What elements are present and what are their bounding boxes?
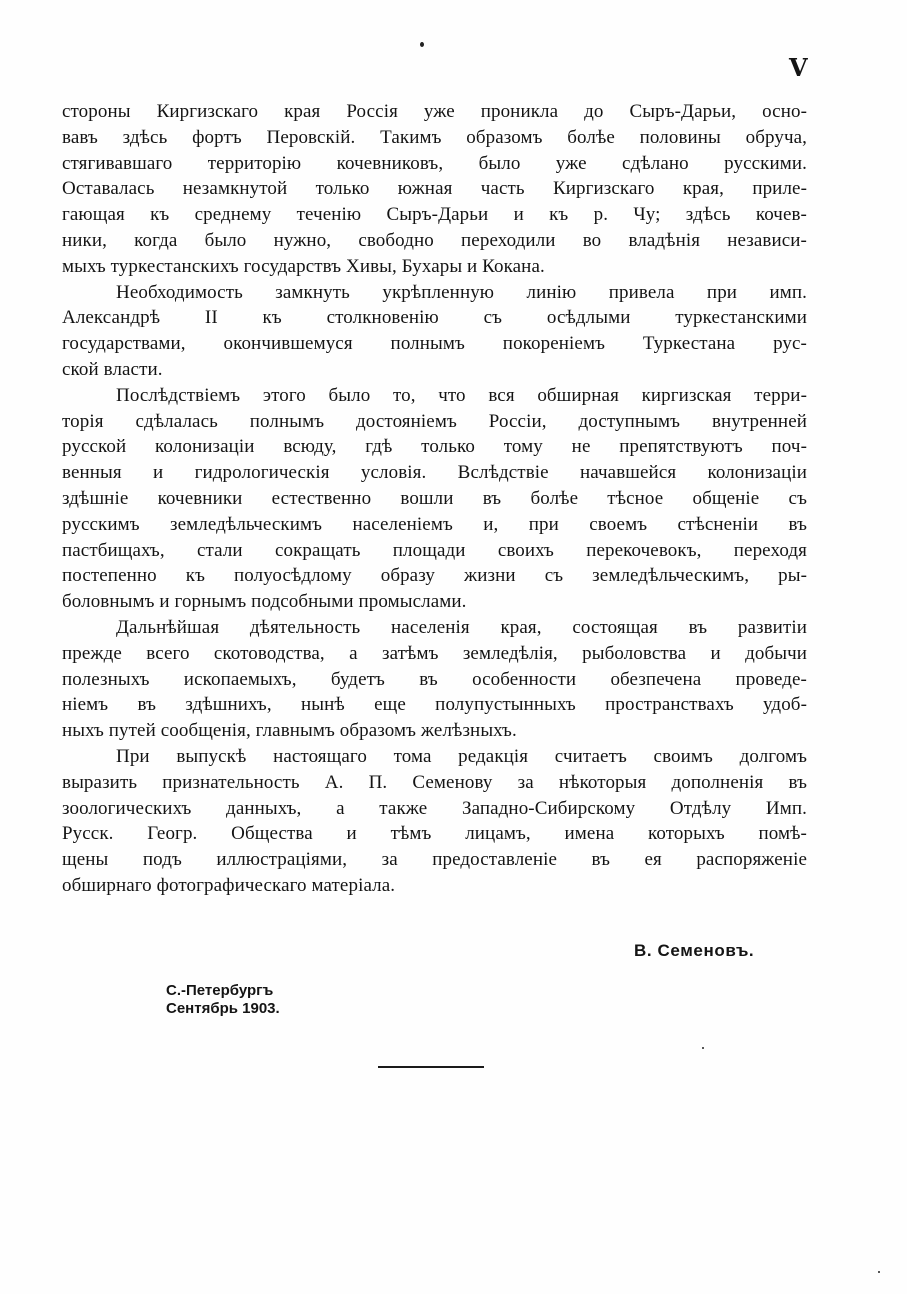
text-line: щены подъ иллюстраціями, за предоставленіе въ ея распоряженіе (62, 849, 807, 871)
text-line: ныхъ путей сообщенія, главнымъ образомъ желѣзныхъ. (62, 720, 517, 742)
body-text (62, 99, 807, 899)
text-line: полезныхъ ископаемыхъ, будетъ въ особенности обезпечена проведе- (62, 668, 807, 690)
ink-speck-bottom-right (878, 1271, 880, 1273)
text-line: пастбищахъ, стали сокращать площади своихъ перекочевокъ, переходя (62, 539, 807, 561)
ink-speck-top (420, 42, 424, 47)
text-line: Русск. Геогр. Общества и тѣмъ лицамъ, имена которыхъ помѣ- (62, 823, 807, 845)
text-line: ники, когда было нужно, свободно переходили во владѣнія независи- (62, 229, 807, 251)
text-line: стягивавшаго территорію кочевниковъ, было уже сдѣлано русскими. (62, 152, 807, 174)
paragraph-4 (62, 615, 807, 744)
text-line: русскимъ земледѣльческимъ населеніемъ и, при своемъ стѣсненіи въ (62, 513, 807, 535)
text-line: вавъ здѣсь фортъ Перовскій. Такимъ образомъ болѣе половины обруча, (62, 126, 807, 148)
place-and-date (166, 982, 280, 1018)
text-line: постепенно къ полуосѣдлому образу жизни съ земледѣльческимъ, ры- (62, 565, 807, 587)
text-line: ской власти. (62, 358, 163, 380)
text-line: выразить признательность А. П. Семенову за нѣкоторыя дополненія въ (62, 771, 807, 793)
text-line: мыхъ туркестанскихъ государствъ Хивы, Бухары и Кокана. (62, 255, 545, 277)
closing-rule (378, 1066, 484, 1068)
paragraph-2 (62, 280, 807, 383)
page-number: V (789, 53, 808, 82)
paragraph-5 (62, 744, 807, 899)
text-line: Послѣдствіемъ этого было то, что вся обширная киргизская терри- (116, 384, 807, 406)
text-line: гающая къ среднему теченію Сыръ-Дарьи и къ р. Чу; здѣсь кочев- (62, 204, 807, 226)
text-line: боловнымъ и горнымъ подсобными промыслами. (62, 591, 467, 613)
text-line: зоологическихъ данныхъ, а также Западно-Сибирскому Отдѣлу Имп. (62, 797, 807, 819)
text-line: Дальнѣйшая дѣятельность населенія края, состоящая въ развитіи (116, 616, 807, 638)
paragraph-3 (62, 383, 807, 615)
text-line: русской колонизаціи всюду, гдѣ только тому не препятствуютъ поч- (62, 436, 807, 458)
ink-speck-right (702, 1047, 704, 1049)
text-line: торія сдѣлалась полнымъ достояніемъ Россіи, доступнымъ внутренней (62, 410, 807, 432)
text-line: Необходимость замкнуть укрѣпленную линію привела при имп. (116, 281, 807, 303)
text-line: Александрѣ II къ столкновенію съ осѣдлыми туркестанскими (62, 307, 807, 329)
paragraph-1 (62, 99, 807, 280)
text-line: здѣшніе кочевники естественно вошли въ болѣе тѣсное общеніе съ (62, 487, 807, 509)
text-line: венныя и гидрологическія условія. Вслѣдствіе начавшейся колонизаціи (62, 462, 807, 484)
place-line: С.-Петербургъ (166, 982, 274, 999)
text-line: государствами, окончившемуся полнымъ покореніемъ Туркестана рус- (62, 333, 807, 355)
text-line: ніемъ въ здѣшнихъ, нынѣ еще полупустынныхъ пространствахъ удоб- (62, 694, 807, 716)
author-signature: В. Семеновъ. (634, 941, 755, 960)
text-line: Оставалась незамкнутой только южная часть Киргизскаго края, прилe- (62, 178, 807, 200)
text-line: При выпускѣ настоящаго тома редакція считаетъ своимъ долгомъ (116, 745, 807, 767)
text-line: прежде всего скотоводства, а затѣмъ земледѣлія, рыболовства и добычи (62, 642, 807, 664)
text-line: стороны Киргизскаго края Россія уже проникла до Сыръ-Дарьи, осно- (62, 101, 807, 122)
date-line: Сентябрь 1903. (166, 1000, 280, 1017)
text-line: обширнаго фотографическаго матеріала. (62, 874, 396, 896)
